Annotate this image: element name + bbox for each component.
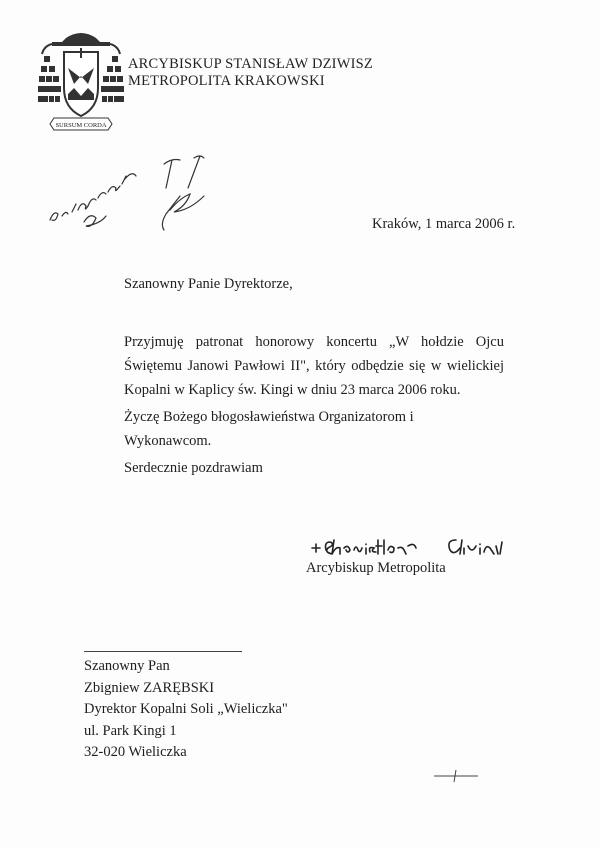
letter-body xyxy=(124,330,504,480)
handwritten-annotation xyxy=(40,140,220,240)
recipient-line-2: Zbigniew ZARĘBSKI xyxy=(84,679,215,696)
letterhead-line-1: ARCYBISKUP STANISŁAW DZIWISZ xyxy=(128,56,373,72)
recipient-line-3: Dyrektor Kopalni Soli „Wieliczka" xyxy=(84,701,288,717)
address-divider xyxy=(84,651,242,652)
letterhead-line-2: METROPOLITA KRAKOWSKI xyxy=(128,73,325,89)
body-paragraph-1: Przyjmuję patronat honorowy koncertu „W hołdzie Ojcu Świętemu Janowi Pawłowi II", który odbędzie się w wielickiej Kopalni w Kaplicy św. Kingi w dniu 23 marca 2006 roku. xyxy=(124,334,504,398)
recipient-line-1: Szanowny Pan xyxy=(84,658,170,674)
recipient-line-4: ul. Park Kingi 1 xyxy=(84,722,177,739)
letterhead xyxy=(128,56,373,90)
pen-mark xyxy=(432,766,482,786)
handwritten-signature xyxy=(310,532,520,562)
coat-of-arms-icon xyxy=(38,28,124,138)
motto-text: SURSUM CORDA xyxy=(55,122,107,129)
closing-line: Serdecznie pozdrawiam xyxy=(124,460,263,476)
recipient-line-5: 32-020 Wieliczka xyxy=(84,744,187,760)
salutation: Szanowny Panie Dyrektorze, xyxy=(124,276,293,292)
signature-title: Arcybiskup Metropolita xyxy=(306,560,446,576)
letter-date: Kraków, 1 marca 2006 r. xyxy=(372,216,516,232)
recipient-address xyxy=(84,656,288,764)
body-paragraph-2: Życzę Bożego błogosławieństwa Organizatorom i Wykonawcom. xyxy=(124,409,414,449)
